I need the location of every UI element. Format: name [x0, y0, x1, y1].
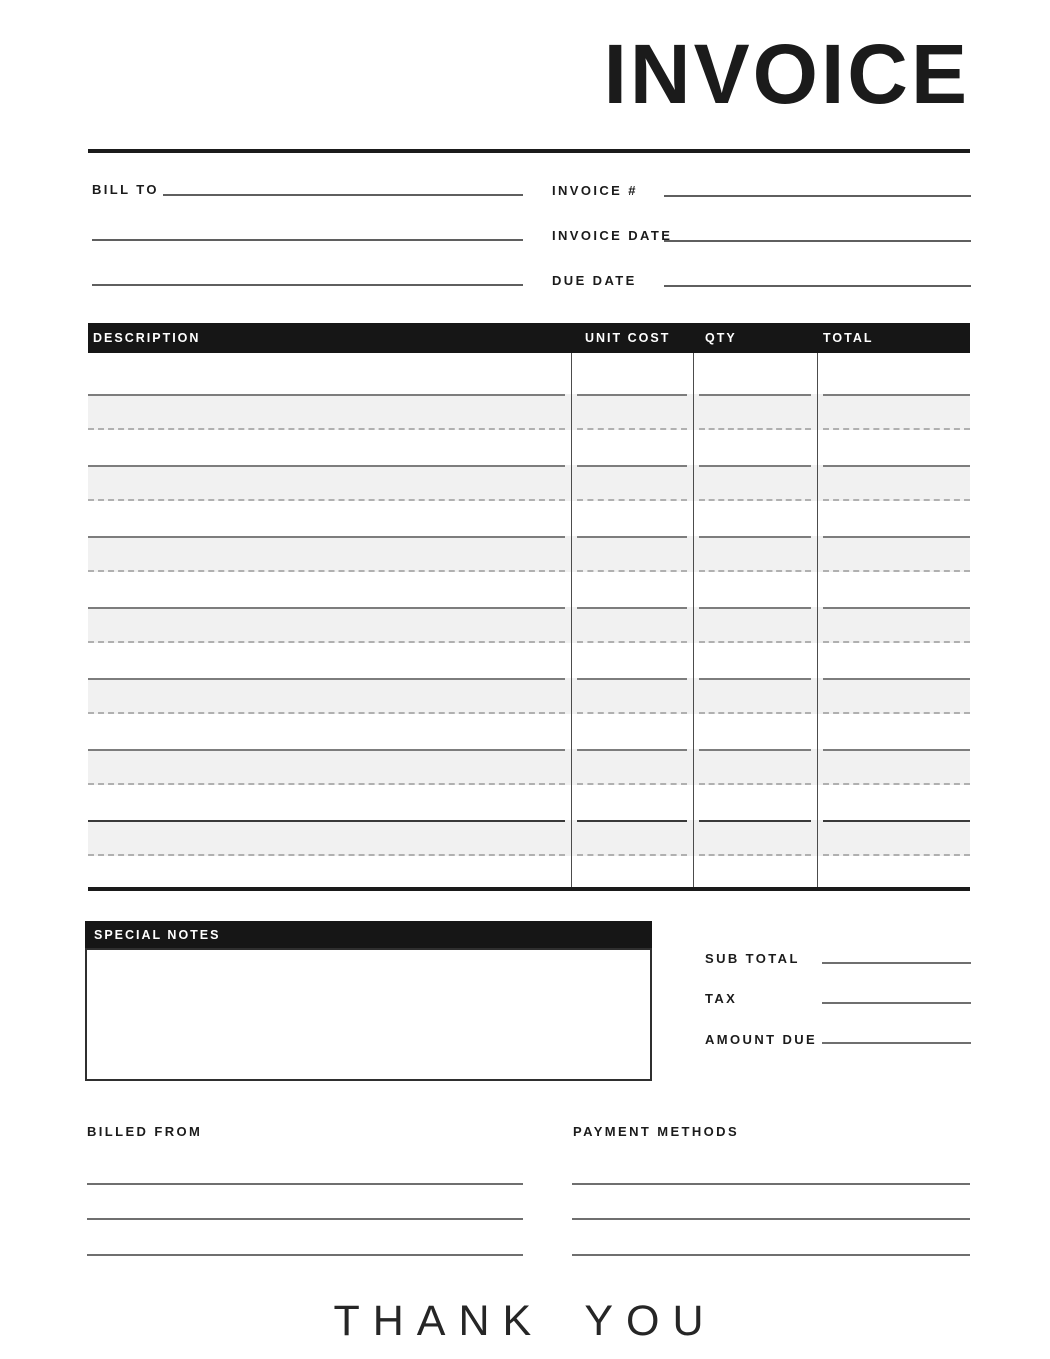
thank-you-text: THANK YOU	[333, 1297, 717, 1345]
invoice-date-input[interactable]	[664, 240, 971, 242]
table-row[interactable]	[88, 607, 970, 643]
bill-to-label: BILL TO	[92, 182, 159, 197]
item-cell-unit-cost[interactable]	[577, 678, 687, 714]
table-row[interactable]	[88, 749, 970, 785]
table-column-divider	[817, 353, 818, 887]
item-cell-qty[interactable]	[699, 607, 811, 643]
table-column-divider	[571, 353, 572, 887]
billed-from-line-1[interactable]	[87, 1183, 523, 1185]
item-cell-unit-cost[interactable]	[577, 536, 687, 572]
item-cell-qty[interactable]	[699, 394, 811, 430]
item-cell-total[interactable]	[823, 536, 970, 572]
item-cell-description[interactable]	[88, 749, 565, 785]
title-divider	[88, 149, 970, 153]
item-cell-qty[interactable]	[699, 536, 811, 572]
item-cell-total[interactable]	[823, 465, 970, 501]
item-cell-total[interactable]	[823, 394, 970, 430]
billed-from-line-3[interactable]	[87, 1254, 523, 1256]
amount-due-input[interactable]	[822, 1042, 971, 1044]
sub-total-label: SUB TOTAL	[705, 951, 800, 966]
table-column-divider	[693, 353, 694, 887]
item-cell-total[interactable]	[823, 749, 970, 785]
table-row[interactable]	[88, 465, 970, 501]
due-date-input[interactable]	[664, 285, 971, 287]
item-cell-unit-cost[interactable]	[577, 394, 687, 430]
payment-methods-line-3[interactable]	[572, 1254, 970, 1256]
item-cell-description[interactable]	[88, 678, 565, 714]
item-cell-total[interactable]	[823, 678, 970, 714]
item-cell-unit-cost[interactable]	[577, 607, 687, 643]
column-header-unit-cost: UNIT COST	[585, 331, 671, 345]
page-title: INVOICE	[603, 27, 970, 121]
column-header-total: TOTAL	[823, 331, 874, 345]
item-cell-unit-cost[interactable]	[577, 749, 687, 785]
item-cell-qty[interactable]	[699, 678, 811, 714]
item-cell-unit-cost[interactable]	[577, 820, 687, 856]
due-date-label: DUE DATE	[552, 273, 637, 288]
bill-to-line-1[interactable]	[163, 194, 523, 196]
item-cell-description[interactable]	[88, 820, 565, 856]
billed-from-line-2[interactable]	[87, 1218, 523, 1220]
item-cell-unit-cost[interactable]	[577, 465, 687, 501]
special-notes-header	[85, 921, 652, 948]
bill-to-line-3[interactable]	[92, 284, 523, 286]
tax-input[interactable]	[822, 1002, 971, 1004]
special-notes-label: SPECIAL NOTES	[94, 928, 221, 942]
bill-to-line-2[interactable]	[92, 239, 523, 241]
column-header-qty: QTY	[705, 331, 737, 345]
table-bottom-border	[88, 887, 970, 891]
table-row[interactable]	[88, 536, 970, 572]
table-row[interactable]	[88, 820, 970, 856]
invoice-number-label: INVOICE #	[552, 183, 638, 198]
amount-due-label: AMOUNT DUE	[705, 1032, 818, 1047]
column-header-description: DESCRIPTION	[93, 331, 201, 345]
payment-methods-line-2[interactable]	[572, 1218, 970, 1220]
items-table-header	[88, 323, 970, 353]
item-cell-total[interactable]	[823, 820, 970, 856]
item-cell-description[interactable]	[88, 394, 565, 430]
billed-from-label: BILLED FROM	[87, 1124, 203, 1139]
item-cell-description[interactable]	[88, 465, 565, 501]
sub-total-input[interactable]	[822, 962, 971, 964]
item-cell-qty[interactable]	[699, 465, 811, 501]
table-row[interactable]	[88, 394, 970, 430]
item-cell-total[interactable]	[823, 607, 970, 643]
special-notes-box[interactable]	[85, 948, 652, 1081]
payment-methods-label: PAYMENT METHODS	[573, 1124, 740, 1139]
item-cell-qty[interactable]	[699, 749, 811, 785]
item-cell-qty[interactable]	[699, 820, 811, 856]
invoice-date-label: INVOICE DATE	[552, 228, 673, 243]
item-cell-description[interactable]	[88, 536, 565, 572]
table-row[interactable]	[88, 678, 970, 714]
invoice-number-input[interactable]	[664, 195, 971, 197]
payment-methods-line-1[interactable]	[572, 1183, 970, 1185]
tax-label: TAX	[705, 991, 738, 1006]
item-cell-description[interactable]	[88, 607, 565, 643]
